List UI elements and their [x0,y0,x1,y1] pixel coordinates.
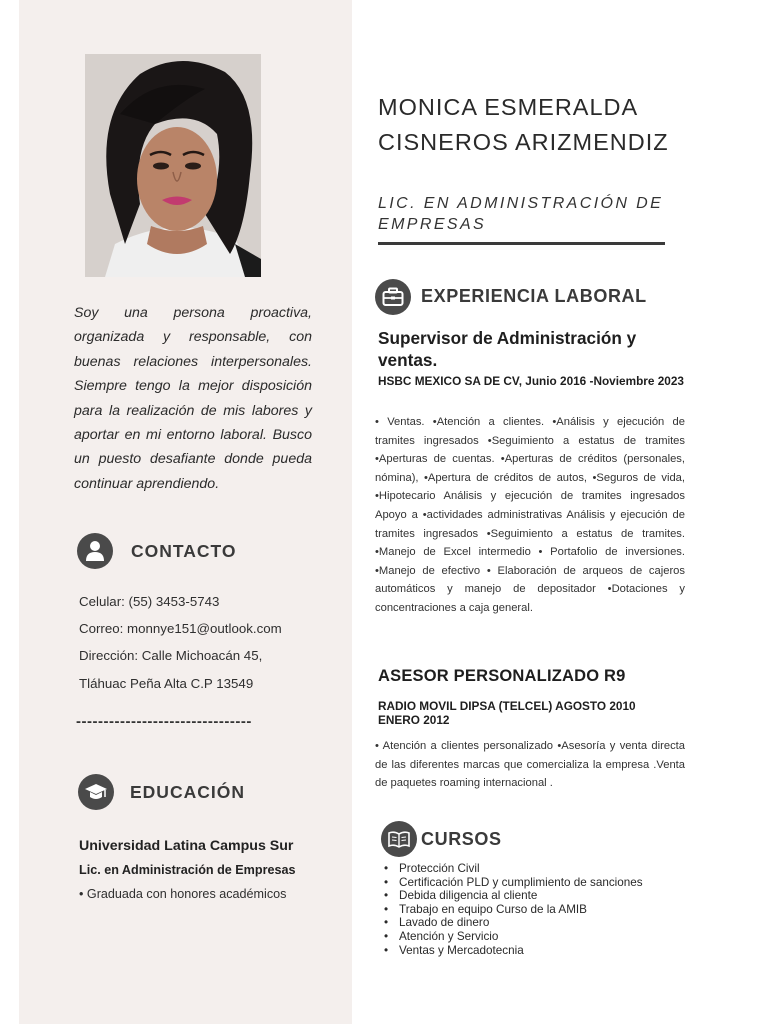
contact-email: Correo: monnye151@outlook.com [79,621,282,636]
user-icon [77,533,113,569]
experience-heading: EXPERIENCIA LABORAL [421,286,647,306]
book-icon [381,821,417,857]
graduation-cap-icon [78,774,114,810]
job-title: Supervisor de Administración y ventas. [378,328,637,370]
list-item: • Debida diligencia al cliente [384,889,643,903]
list-item: • Protección Civil [384,862,643,876]
courses-list [384,862,643,957]
education-note: • Graduada con honores académicos [79,887,287,901]
list-item: • Atención y Servicio [384,930,643,944]
name-line-1: MONICA ESMERALDA [378,94,639,120]
contact-address-line2: Tláhuac Peña Alta C.P 13549 [79,676,254,691]
briefcase-icon [375,279,411,315]
header-rule [378,242,665,245]
job-company-2: RADIO MOVIL DIPSA (TELCEL) AGOSTO 2010 ENERO 2012 [378,699,636,727]
contact-address: Dirección: Calle Michoacán 45, [79,648,263,663]
full-name [378,90,669,160]
courses-heading: CURSOS [421,829,502,849]
job-company: HSBC MEXICO SA DE CV, Junio 2016 -Noviembre 2023 [378,374,684,388]
profile-summary: Soy una persona proactiva, organizada y responsable, con buenas relaciones interpersonales. Siempre tengo la mejor disposición para la realización de mis labores y aportar en mi entorno laboral. Busco un puesto desafiante donde pueda continuar aprendiendo. [74,305,312,492]
education-degree: Lic. en Administración de Empresas [79,863,296,877]
name-line-2: CISNEROS ARIZMENDIZ [378,129,669,155]
education-heading: EDUCACIÓN [130,782,245,802]
list-item: • Certificación PLD y cumplimiento de sanciones [384,876,643,890]
job-title-2: ASESOR PERSONALIZADO R9 [378,667,626,685]
list-item: • Lavado de dinero [384,916,643,930]
job-description: • Ventas. •Atención a clientes. •Análisis y ejecución de tramites ingresados •Seguimiento a estatus de tramites •Aperturas de cuentas. •Aperturas de créditos (personales, nómina), •Apertura de créditos de autos, •Seguros de vida, •Hipotecario Análisis y ejecución de tramites ingresados Apoyo a •actividades administrativas Análisis y ejecución de tramites ingresados •Seguimiento a estatus de tramites. •Manejo de Excel intermedio • Portafolio de inversiones. •Manejo de efectivo • Elaboración de arqueos de cajeros automáticos y manejo de depositador •Dotaciones y concentraciones a caja general. [375,416,685,614]
job-description-2: • Atención a clientes personalizado •Asesoría y venta directa de las diferentes marcas que comercializa la empresa .Venta de paquetes roaming internacional . [375,740,685,790]
contact-phone: Celular: (55) 3453-5743 [79,594,220,609]
profile-photo [85,54,261,277]
contact-heading: CONTACTO [131,541,237,561]
list-item: • Ventas y Mercadotecnia [384,944,643,958]
education-institution: Universidad Latina Campus Sur [79,838,294,854]
list-item: • Trabajo en equipo Curso de la AMIB [384,903,643,917]
section-divider: -------------------------------- [76,713,252,730]
professional-title: LIC. EN ADMINISTRACIÓN DE EMPRESAS [378,195,664,233]
